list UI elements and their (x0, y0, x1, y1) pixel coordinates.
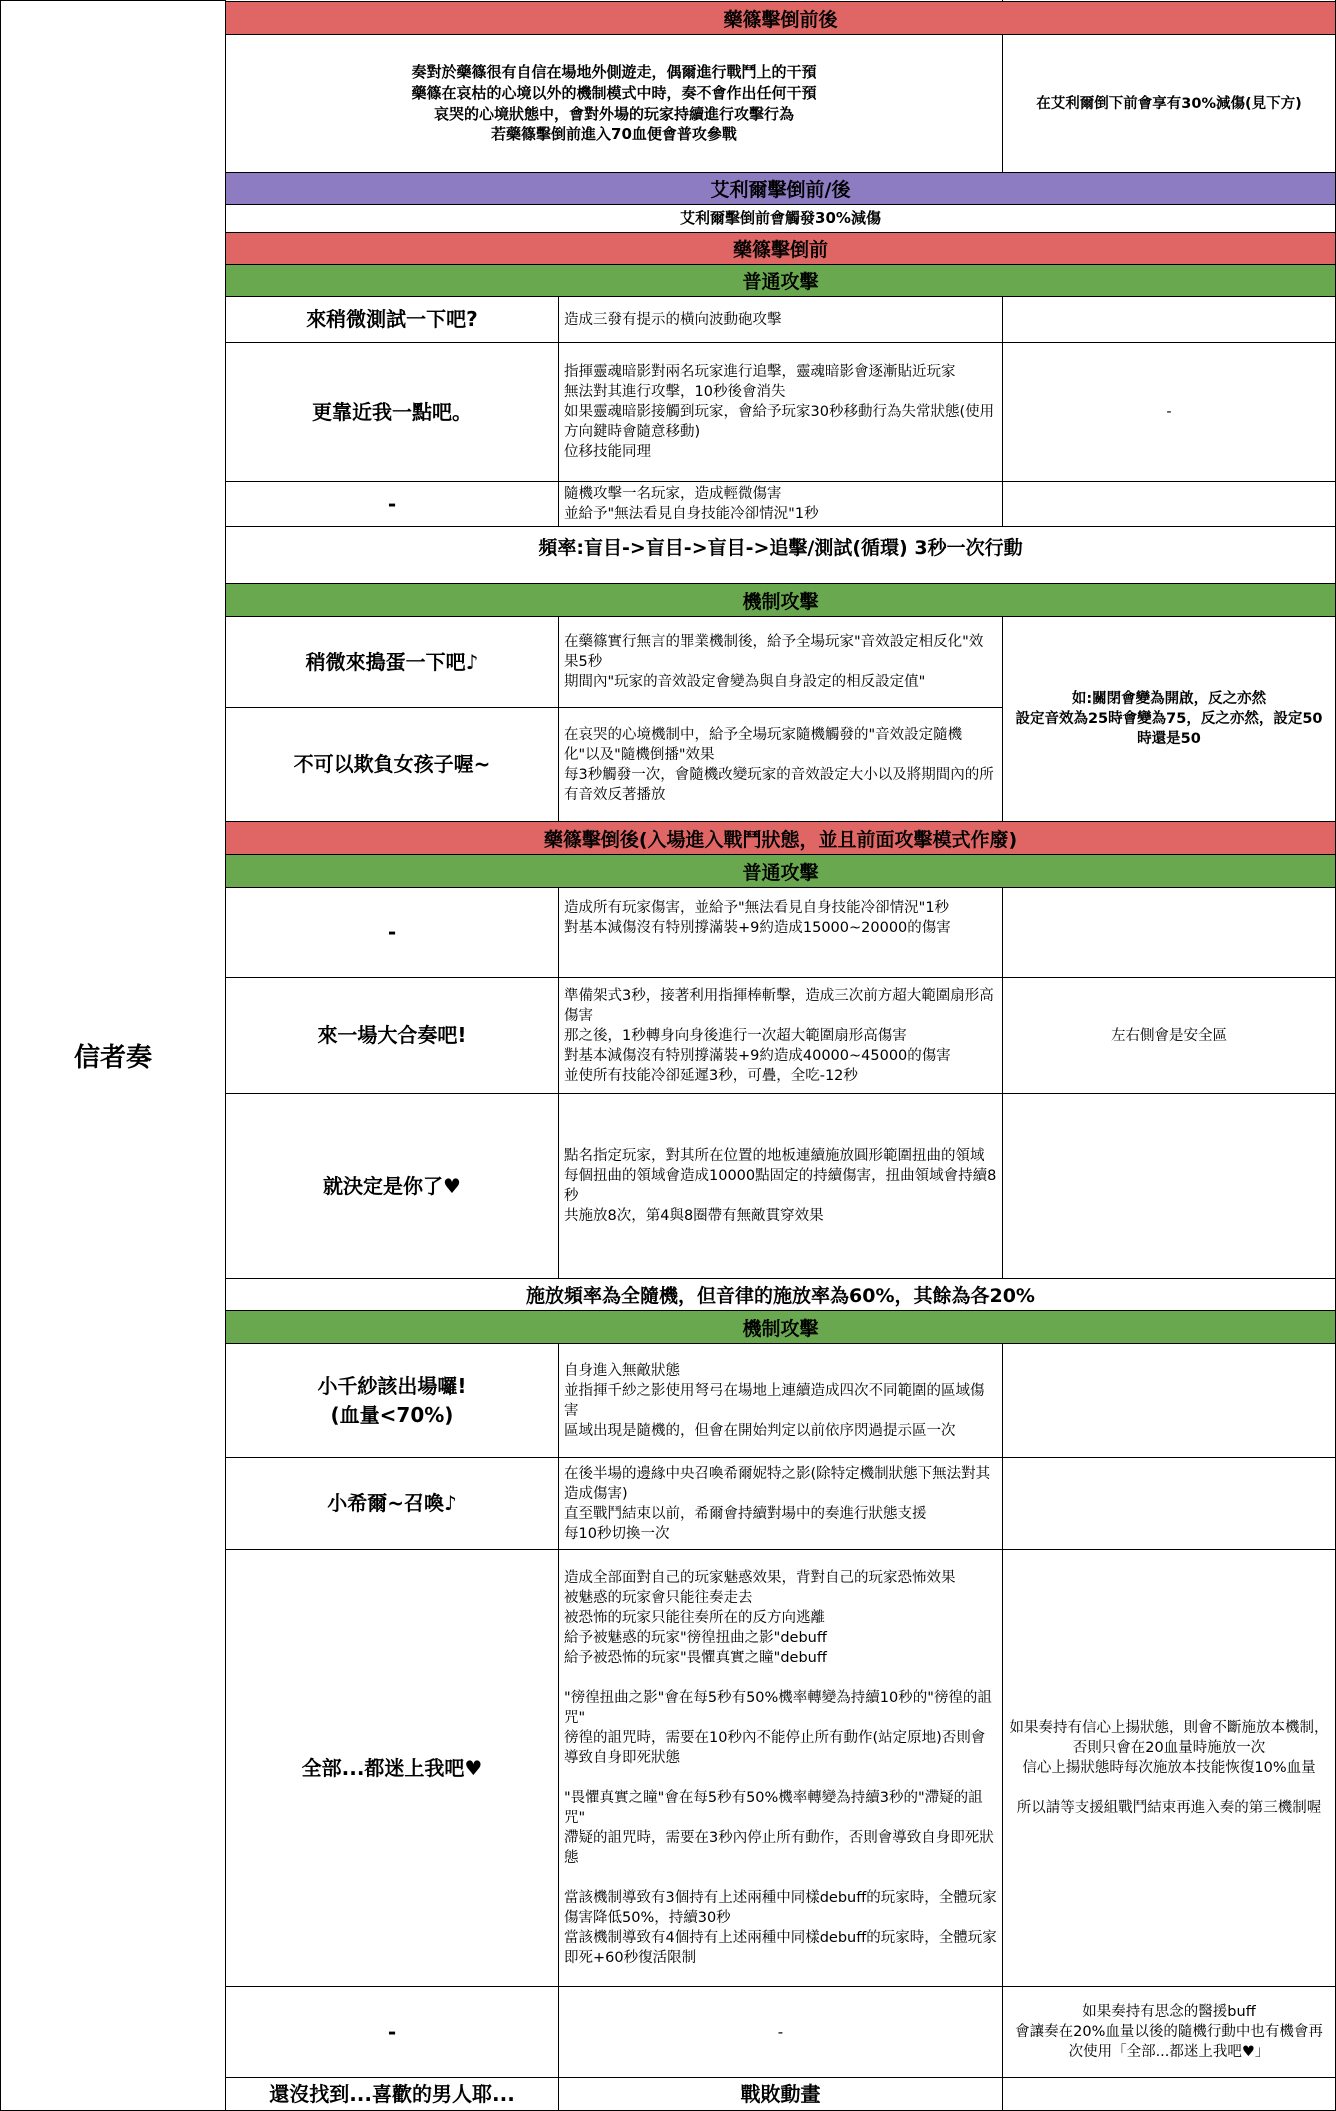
skill-desc-cell (558, 977, 1003, 1094)
skill-name-cell (225, 296, 559, 343)
skill-desc: 造成所有玩家傷害，並給予"無法看見自身技能冷卻情況"1秒 對基本減傷沒有特別撐滿裝+9約造成15000~20000的傷害 (564, 900, 951, 936)
section-header-label: 藥篠擊倒前後 (723, 8, 838, 31)
skill-name-cell (225, 1457, 559, 1550)
after-frequency-row (225, 1278, 1336, 1311)
section-header-ariel (225, 172, 1336, 205)
skill-name: 不可以欺負女孩子喔~ (293, 752, 491, 776)
ariel-description (225, 204, 1336, 233)
section-header-before-defeat (225, 232, 1336, 265)
skill-note: 如果奏持有信心上揚狀態，則會不斷施放本機制，否則只會在20血量時施放一次 信心上揚狀態時每次施放本技能恢復10%血量 所以請等支援組戰鬥結束再進入奏的第三機制喔 (1009, 1720, 1329, 1816)
skill-name-cell (225, 1986, 559, 2078)
defeat-name-cell (225, 2077, 559, 2111)
mechanic-note: 如:關閉會變為開啟，反之亦然 設定音效為25時會變為75，反之亦然，設定50時還是50 (1015, 691, 1323, 747)
section-header-label: 藥篠擊倒前 (732, 239, 828, 261)
skill-note-cell-empty (1002, 481, 1336, 527)
subheader-label: 機制攻擊 (742, 1317, 819, 1340)
skill-name-cell (225, 1093, 559, 1279)
skill-desc-cell (558, 1093, 1003, 1279)
skill-note: - (1166, 404, 1172, 420)
skill-desc-cell (558, 342, 1003, 482)
skill-desc: 在哀哭的心境機制中，給予全場玩家隨機觸發的"音效設定隨機化"以及"隨機倒播"效果 每3秒觸發一次，會隨機改變玩家的音效設定大小以及將期間內的所有音效反著播放 (564, 726, 994, 803)
defeat-desc-cell (558, 2077, 1003, 2111)
skill-name: 小希爾~召喚♪ (327, 1491, 457, 1515)
skill-desc: 在藥篠實行無言的罪業機制後，給予全場玩家"音效設定相反化"效果5秒 期間內"玩家的音效設定會變為與自身設定的相反設定值" (564, 634, 984, 690)
boss-name-cell (0, 0, 226, 2111)
skill-note-cell (1002, 1093, 1336, 1279)
defeat-desc: 戰敗動畫 (740, 2081, 821, 2106)
pre-defeat-note (1002, 34, 1336, 173)
skill-desc-cell (558, 1343, 1003, 1458)
skill-note: 如果奏持有思念的醫援buff 會讓奏在20%血量以後的隨機行動中也有機會再次使用「全部...都迷上我吧♥」 (1015, 2004, 1323, 2060)
skill-desc: 造成全部面對自己的玩家魅惑效果，背對自己的玩家恐怖效果 被魅惑的玩家會只能往奏走去 被恐怖的玩家只能往奏所在的反方向逃離 給予被魅惑的玩家"徬徨扭曲之影"debuff 給予被恐怖的玩家"畏懼真實之瞳"debuff "徬徨扭曲之影"會在每5秒有50%機率轉變為持續10秒的"徬徨的詛咒" 徬徨的詛咒時，需要在10秒內不能停止所有動作(站定原地)否則會導致自身即死狀態 "畏懼真實之瞳"會在每5秒有50%機率轉變為持續3秒的"滯疑的詛咒" 滯疑的詛咒時，需要在3秒內停止所有動作，否則會導致自身即死狀態 當該機制導致有3個持有上述兩種中同樣debuff的玩家時，全體玩家傷害降低50%，持續30秒 當該機制導致有4個持有上述兩種中同樣debuff的玩家時，全體玩家即死+60秒復活限制 (564, 1570, 997, 1966)
skill-name: - (387, 491, 397, 516)
subheader-label: 普通攻擊 (742, 271, 819, 293)
skill-desc-cell (558, 707, 1003, 822)
subheader-label: 普通攻擊 (742, 861, 819, 884)
skill-name: 小千紗該出場囉! (血量<70%) (317, 1373, 467, 1427)
skill-name-cell (225, 342, 559, 482)
skill-note: 左右側會是安全區 (1111, 1027, 1227, 1044)
skill-desc-cell (558, 1986, 1003, 2078)
section-header-after-defeat (225, 821, 1336, 855)
mechanic-note-cell (1002, 616, 1336, 822)
frequency-text: 施放頻率為全隨機，但音律的施放率為60%，其餘為各20% (526, 1285, 1035, 1307)
skill-name-cell (225, 1343, 559, 1458)
skill-name-cell (225, 1549, 559, 1987)
skill-desc-cell (558, 887, 1003, 978)
skill-desc: 隨機攻擊一名玩家，造成輕微傷害 並給予"無法看見自身技能冷卻情況"1秒 (564, 486, 819, 522)
skill-desc-cell (558, 616, 1003, 708)
pre-defeat-note-text: 在艾利爾倒下前會享有30%減傷(見下方) (1036, 95, 1302, 112)
skill-name: 更靠近我一點吧。 (312, 399, 472, 424)
skill-note-cell (1002, 1549, 1336, 1987)
skill-desc: - (777, 2022, 784, 2041)
skill-name-cell (225, 977, 559, 1094)
skill-desc: 點名指定玩家，對其所在位置的地板連續施放圓形範圍扭曲的領域 每個扭曲的領域會造成10000點固定的持續傷害，扭曲領域會持續8秒 共施放8次，第4與8圈帶有無敵貫穿效果 (564, 1148, 997, 1224)
section-header-label: 藥篠擊倒後(入場進入戰鬥狀態，並且前面攻擊模式作廢) (543, 828, 1018, 851)
skill-desc-cell (558, 1549, 1003, 1987)
before-frequency-row (225, 526, 1336, 584)
section-header-pre-post-defeat (225, 1, 1336, 35)
pre-defeat-text: 奏對於藥篠很有自信在場地外側遊走，偶爾進行戰鬥上的干預 藥篠在哀枯的心境以外的機制模式中時，奏不會作出任何干預 哀哭的心境狀態中，會對外場的玩家持續進行攻擊行為 若藥篠擊倒前進入70血便會普攻參戰 (411, 63, 817, 144)
skill-note-cell (1002, 977, 1336, 1094)
skill-name: - (387, 920, 397, 944)
skill-desc-cell (558, 481, 1003, 527)
skill-desc: 造成三發有提示的橫向波動砲攻擊 (564, 311, 782, 328)
skill-desc: 準備架式3秒，接著利用指揮棒斬擊，造成三次前方超大範圍扇形高傷害 那之後，1秒轉身向身後進行一次超大範圍扇形高傷害 對基本減傷沒有特別撐滿裝+9約造成40000~45000的傷害 並使所有技能冷卻延遲3秒，可疊，全吃-12秒 (564, 987, 994, 1084)
pre-defeat-description (225, 34, 1003, 173)
skill-name: 全部...都迷上我吧♥ (301, 1755, 483, 1780)
defeat-name: 還沒找到...喜歡的男人耶... (269, 2081, 515, 2106)
defeat-note-cell-empty (1002, 2077, 1336, 2111)
skill-name-cell (225, 707, 559, 822)
frequency-text: 頻率:盲目->盲目->盲目->追擊/測試(循環) 3秒一次行動 (538, 537, 1023, 559)
ariel-text: 艾利爾擊倒前會觸發30%減傷 (680, 209, 881, 228)
skill-note-cell (1002, 1986, 1336, 2078)
skill-name: - (387, 2019, 397, 2044)
skill-desc-cell (558, 296, 1003, 343)
skill-note-cell (1002, 342, 1336, 482)
skill-note-cell (1002, 1457, 1336, 1550)
skill-name: 來稍微測試一下吧? (306, 307, 478, 331)
skill-name: 就決定是你了♥ (323, 1173, 461, 1198)
boss-name: 信者奏 (73, 1043, 152, 1073)
subheader-mechanic-attack (225, 583, 1336, 617)
skill-name: 稍微來搗蛋一下吧♪ (305, 649, 479, 674)
skill-note-cell-empty (1002, 296, 1336, 343)
skill-name-cell (225, 887, 559, 978)
skill-name-cell (225, 616, 559, 708)
subheader-mechanic-attack (225, 1310, 1336, 1344)
section-header-label: 艾利爾擊倒前/後 (710, 179, 851, 201)
skill-desc: 在後半場的邊緣中央召喚希爾妮特之影(除特定機制狀態下無法對其造成傷害) 直至戰鬥結束以前，希爾會持續對場中的奏進行狀態支援 每10秒切換一次 (564, 1465, 991, 1542)
skill-note-cell (1002, 887, 1336, 978)
subheader-label: 機制攻擊 (742, 590, 819, 613)
skill-name: 來一場大合奏吧! (317, 1023, 467, 1047)
skill-desc: 指揮靈魂暗影對兩名玩家進行追擊，靈魂暗影會逐漸貼近玩家 無法對其進行攻擊，10秒後會消失 如果靈魂暗影接觸到玩家，會給予玩家30秒移動行為失常狀態(使用方向鍵時會隨意移動) 位移技能同理 (564, 364, 995, 460)
subheader-normal-attack (225, 854, 1336, 888)
skill-desc: 自身進入無敵狀態 並指揮千紗之影使用弩弓在場地上連續造成四次不同範圍的區域傷害 區域出現是隨機的，但會在開始判定以前依序閃過提示區一次 (564, 1362, 985, 1439)
skill-desc-cell (558, 1457, 1003, 1550)
skill-note-cell (1002, 1343, 1336, 1458)
skill-name-cell (225, 481, 559, 527)
subheader-normal-attack (225, 264, 1336, 297)
